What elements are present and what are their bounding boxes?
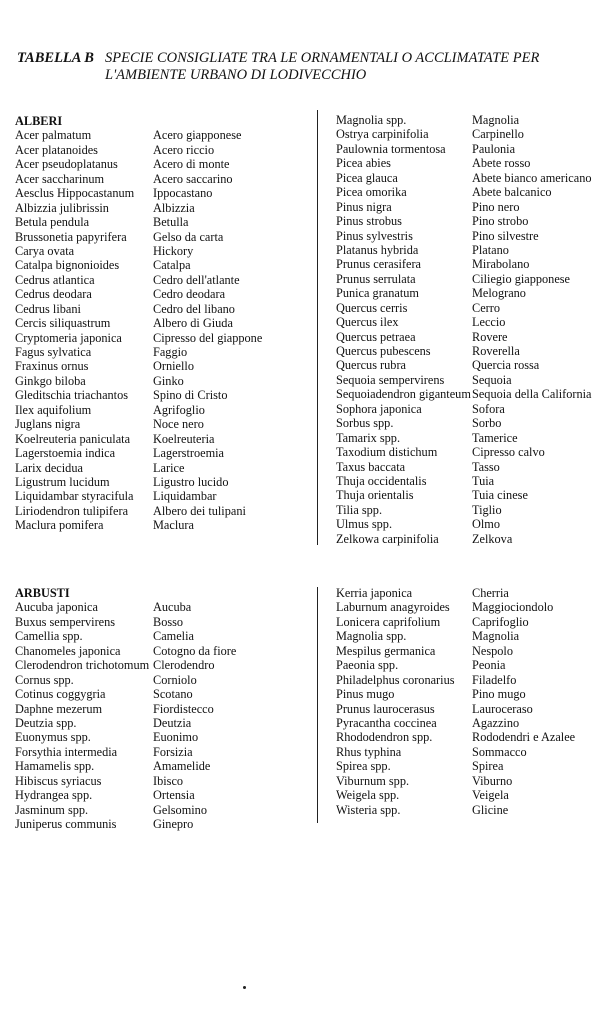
common-name: Mirabolano [472,257,530,272]
scientific-name: Jasminum spp. [15,802,89,817]
species-row [15,774,315,788]
species-row [15,730,315,744]
scientific-name: Cotinus coggygria [15,687,106,702]
common-name: Acero saccarino [153,171,233,186]
species-row [336,474,606,488]
common-name: Agazzino [472,715,520,730]
species-row [15,446,315,460]
scientific-name: Cedrus deodara [15,287,92,302]
scientific-name: Acer pseudoplatanus [15,157,118,172]
scientific-name: Paeonia spp. [336,658,399,673]
scientific-name: Taxodium distichum [336,445,438,460]
common-name: Magnolia [472,629,520,644]
scientific-name: Magnolia spp. [336,629,407,644]
scientific-name: Betula pendula [15,215,90,230]
scientific-name: Thuja occidentalis [336,473,427,488]
species-row [336,702,606,716]
common-name: Albizzia [153,200,195,215]
scientific-name: Hydrangea spp. [15,788,93,803]
alberi-left-column [15,114,315,533]
species-row [15,504,315,518]
common-name: Gelso da carta [153,229,224,244]
common-name: Nespolo [472,643,513,658]
species-row [15,359,315,373]
page-mark [243,986,246,989]
scientific-name: Prunus laurocerasus [336,701,435,716]
common-name: Sorbo [472,416,502,431]
species-row [15,745,315,759]
scientific-name: Fraxinus ornus [15,359,89,374]
species-row [336,445,606,459]
species-row [336,615,606,629]
common-name: Tiglio [472,502,502,517]
section-heading: ALBERI [15,114,63,128]
scientific-name: Quercus ilex [336,315,399,330]
species-row [15,316,315,330]
common-name: Gelsomino [153,802,207,817]
species-row [15,143,315,157]
scientific-name: Picea omorika [336,185,407,200]
species-row [15,432,315,446]
scientific-name: Picea glauca [336,170,398,185]
species-row [15,186,315,200]
species-row [336,272,606,286]
scientific-name: Juglans nigra [15,417,81,432]
scientific-name: Philadelphus coronarius [336,672,455,687]
scientific-name: Pinus nigra [336,199,392,214]
scientific-name: Catalpa bignonioides [15,258,120,273]
species-row [15,673,315,687]
species-row [336,156,606,170]
common-name: Sommacco [472,744,527,759]
species-row [15,388,315,402]
scientific-name: Mespilus germanica [336,643,436,658]
common-name: Cedro dell'atlante [153,272,240,287]
species-row [336,774,606,788]
species-row [336,214,606,228]
common-name: Acero giapponese [153,128,242,143]
species-row [336,460,606,474]
scientific-name: Acer palmatum [15,128,92,143]
common-name: Pino mugo [472,687,526,702]
title-text-1: SPECIE CONSIGLIATE TRA LE ORNAMENTALI O ACCLIMATATE PER [105,50,540,66]
scientific-name: Quercus rubra [336,358,406,373]
common-name: Rovere [472,329,508,344]
common-name: Camelia [153,629,194,644]
title-line-2: L'AMBIENTE URBANO DI LODIVECCHIO [105,67,367,83]
common-name: Albero dei tulipani [153,503,246,518]
species-row [336,716,606,730]
scientific-name: Zelkowa carpinifolia [336,531,439,546]
alberi-right-column [336,113,606,546]
common-name: Quercia rossa [472,358,540,373]
species-row [336,387,606,401]
common-name: Maggiociondolo [472,600,554,615]
scientific-name: Rhododendron spp. [336,730,433,745]
common-name: Spirea [472,759,504,774]
species-row [15,302,315,316]
species-row [15,489,315,503]
common-name: Maclura [153,518,194,533]
species-row [336,243,606,257]
species-row [15,702,315,716]
scientific-name: Kerria japonica [336,586,413,600]
species-row [336,745,606,759]
scientific-name: Juniperus communis [15,817,117,831]
common-name: Platano [472,242,509,257]
scientific-name: Tilia spp. [336,502,383,517]
common-name: Abete bianco americano [472,170,592,185]
column-divider-arbusti [317,587,318,823]
common-name: Cherria [472,586,509,600]
species-row [15,788,315,802]
scientific-name: Ligustrum lucidum [15,474,110,489]
scientific-name: Buxus sempervirens [15,614,116,629]
scientific-name: Acer platanoides [15,142,98,157]
common-name: Lagerstroemia [153,446,225,461]
scientific-name: Magnolia spp. [336,113,407,127]
scientific-name: Quercus pubescens [336,344,431,358]
species-row [15,817,315,831]
common-name: Glicine [472,802,509,817]
species-row [15,629,315,643]
species-row [336,330,606,344]
scientific-name: Clerodendron trichotomum [15,658,150,673]
scientific-name: Chanomeles japonica [15,643,121,658]
scientific-name: Platanus hybrida [336,242,419,257]
common-name: Sequoia della California [472,387,592,402]
scientific-name: Rhus typhina [336,744,402,759]
scientific-name: Viburnum spp. [336,773,410,788]
species-row [336,788,606,802]
common-name: Abete rosso [472,156,531,171]
scientific-name: Paulownia tormentosa [336,141,446,156]
common-name: Zelkova [472,531,513,546]
scientific-name: Brussonetia papyrifera [15,229,127,244]
scientific-name: Lonicera caprifolium [336,614,441,629]
scientific-name: Cornus spp. [15,672,74,687]
common-name: Ginepro [153,817,194,831]
species-row [336,600,606,614]
scientific-name: Pyracantha coccinea [336,715,437,730]
common-name: Cipresso del giappone [153,330,263,345]
common-name: Albero di Giuda [153,316,233,331]
common-name: Amamelide [153,759,211,774]
scientific-name: Ulmus spp. [336,517,393,532]
species-row [336,286,606,300]
scientific-name: Pinus mugo [336,687,395,702]
scientific-name: Prunus serrulata [336,271,416,286]
species-row [336,759,606,773]
scientific-name: Spirea spp. [336,759,391,774]
common-name: Tamerice [472,430,518,445]
scientific-name: Deutzia spp. [15,715,77,730]
species-row [15,658,315,672]
common-name: Tasso [472,459,500,474]
common-name: Viburno [472,773,513,788]
species-row [15,258,315,272]
common-name: Sofora [472,401,505,416]
common-name: Rododendri e Azalee [472,730,576,745]
common-name: Corniolo [153,672,197,687]
common-name: Ciliegio giapponese [472,271,571,286]
scientific-name: Lagerstoemia indica [15,446,116,461]
scientific-name: Camellia spp. [15,629,83,644]
scientific-name: Aesclus Hippocastanum [15,186,135,201]
scientific-name: Picea abies [336,156,391,171]
species-row [15,475,315,489]
common-name: Magnolia [472,113,520,127]
common-name: Noce nero [153,417,204,432]
scientific-name: Larix decidua [15,460,83,475]
scientific-name: Sophora japonica [336,401,422,416]
species-row [336,142,606,156]
common-name: Cipresso calvo [472,445,545,460]
species-row [15,417,315,431]
species-row [15,273,315,287]
arbusti-right-column [336,586,606,817]
species-row [15,128,315,142]
common-name: Pino nero [472,199,520,214]
species-row [15,716,315,730]
common-name: Fiordistecco [153,701,214,716]
scientific-name: Acer saccharinum [15,171,105,186]
species-row [15,374,315,388]
species-row [15,157,315,171]
species-row [336,358,606,372]
species-row [336,586,606,600]
species-row [15,201,315,215]
common-name: Faggio [153,345,188,359]
common-name: Catalpa [153,258,191,273]
common-name: Olmo [472,517,501,532]
scientific-name: Tamarix spp. [336,430,401,445]
common-name: Liquidambar [153,489,217,504]
scientific-name: Hamamelis spp. [15,759,95,774]
species-row [336,257,606,271]
species-row [336,730,606,744]
species-row [336,402,606,416]
common-name: Cotogno da fiore [153,643,237,658]
species-row [336,185,606,199]
species-row [15,244,315,258]
common-name: Pino strobo [472,214,529,229]
species-row [15,759,315,773]
scientific-name: Liquidambar styracifula [15,489,134,504]
species-row [336,200,606,214]
scientific-name: Daphne mezerum [15,701,103,716]
species-row [336,687,606,701]
species-row [336,315,606,329]
common-name: Sequoia [472,372,512,387]
table-title [17,50,597,84]
species-row [15,215,315,229]
common-name: Ortensia [153,788,195,803]
common-name: Forsizia [153,744,193,759]
scientific-name: Hibiscus syriacus [15,773,102,788]
scientific-name: Sequoiadendron giganteum [336,387,471,402]
scientific-name: Quercus cerris [336,300,408,315]
scientific-name: Gleditschia triachantos [15,388,129,403]
common-name: Abete balcanico [472,185,552,200]
species-row [15,518,315,532]
species-row [15,687,315,701]
species-row [336,113,606,127]
species-row [336,431,606,445]
common-name: Aucuba [153,600,192,615]
scientific-name: Prunus cerasifera [336,257,422,272]
scientific-name: Taxus baccata [336,459,406,474]
common-name: Tuia [472,473,495,488]
species-row [336,301,606,315]
scientific-name: Koelreuteria paniculata [15,431,131,446]
species-row [336,344,606,358]
scientific-name: Pinus strobus [336,214,402,229]
species-row [336,373,606,387]
species-row [15,345,315,359]
common-name: Clerodendro [153,658,215,673]
scientific-name: Sorbus spp. [336,416,394,431]
species-row [336,171,606,185]
species-row [15,287,315,301]
common-name: Peonia [472,658,506,673]
scientific-name: Euonymus spp. [15,730,91,745]
scientific-name: Punica granatum [336,286,419,301]
common-name: Tuia cinese [472,488,528,503]
scientific-name: Ilex aquifolium [15,402,92,417]
species-row [336,644,606,658]
species-row [336,416,606,430]
scientific-name: Liriodendron tulipifera [15,503,129,518]
common-name: Ligustro lucido [153,474,229,489]
common-name: Orniello [153,359,194,374]
scientific-name: Aucuba japonica [15,600,98,615]
common-name: Caprifoglio [472,614,529,629]
species-row [336,127,606,141]
common-name: Roverella [472,344,520,358]
scientific-name: Fagus sylvatica [15,345,92,359]
title-line-1 [17,50,597,67]
common-name: Acero di monte [153,157,230,172]
species-row [336,658,606,672]
species-row [336,488,606,502]
common-name: Larice [153,460,185,475]
common-name: Hickory [153,243,194,258]
common-name: Filadelfo [472,672,517,687]
species-row [15,600,315,614]
scientific-name: Pinus sylvestris [336,228,413,243]
common-name: Pino silvestre [472,228,539,243]
arbusti-left-column [15,586,315,831]
scientific-name: Cedrus libani [15,301,81,316]
common-name: Spino di Cristo [153,388,228,403]
common-name: Ibisco [153,773,184,788]
common-name: Cedro deodara [153,287,226,302]
section-heading: ARBUSTI [15,586,70,600]
common-name: Melograno [472,286,526,301]
common-name: Lauroceraso [472,701,533,716]
common-name: Paulonia [472,141,516,156]
species-row [336,803,606,817]
common-name: Koelreuteria [153,431,215,446]
common-name: Euonimo [153,730,199,745]
common-name: Ippocastano [153,186,213,201]
common-name: Bosso [153,614,184,629]
scientific-name: Ginkgo biloba [15,373,86,388]
species-row [336,629,606,643]
scientific-name: Carya ovata [15,243,75,258]
common-name: Ginko [153,373,184,388]
common-name: Leccio [472,315,506,330]
scientific-name: Forsythia intermedia [15,744,118,759]
scientific-name: Maclura pomifera [15,518,104,533]
scientific-name: Weigela spp. [336,788,400,803]
species-row [336,532,606,546]
column-divider-alberi [317,110,318,545]
species-row [336,229,606,243]
scientific-name: Cercis siliquastrum [15,316,111,331]
species-row [15,615,315,629]
table-label: TABELLA B [17,50,94,66]
scientific-name: Quercus petraea [336,329,416,344]
species-row [15,644,315,658]
scientific-name: Wisteria spp. [336,802,401,817]
scientific-name: Laburnum anagyroides [336,600,450,615]
species-row [15,403,315,417]
common-name: Cerro [472,300,500,315]
common-name: Agrifoglio [153,402,205,417]
species-row [336,517,606,531]
species-row [15,230,315,244]
species-row [15,331,315,345]
common-name: Carpinello [472,127,524,142]
species-row [336,503,606,517]
common-name: Betulla [153,215,189,230]
scientific-name: Ostrya carpinifolia [336,127,429,142]
common-name: Cedro del libano [153,301,235,316]
species-row [336,673,606,687]
species-row [15,172,315,186]
scientific-name: Albizzia julibrissin [15,200,109,215]
species-row [15,461,315,475]
common-name: Deutzia [153,715,192,730]
species-row [15,803,315,817]
common-name: Scotano [153,687,193,702]
common-name: Veigela [472,788,509,803]
scientific-name: Sequoia sempervirens [336,372,445,387]
scientific-name: Cryptomeria japonica [15,330,122,345]
scientific-name: Cedrus atlantica [15,272,95,287]
common-name: Acero riccio [153,142,215,157]
scientific-name: Thuja orientalis [336,488,414,503]
